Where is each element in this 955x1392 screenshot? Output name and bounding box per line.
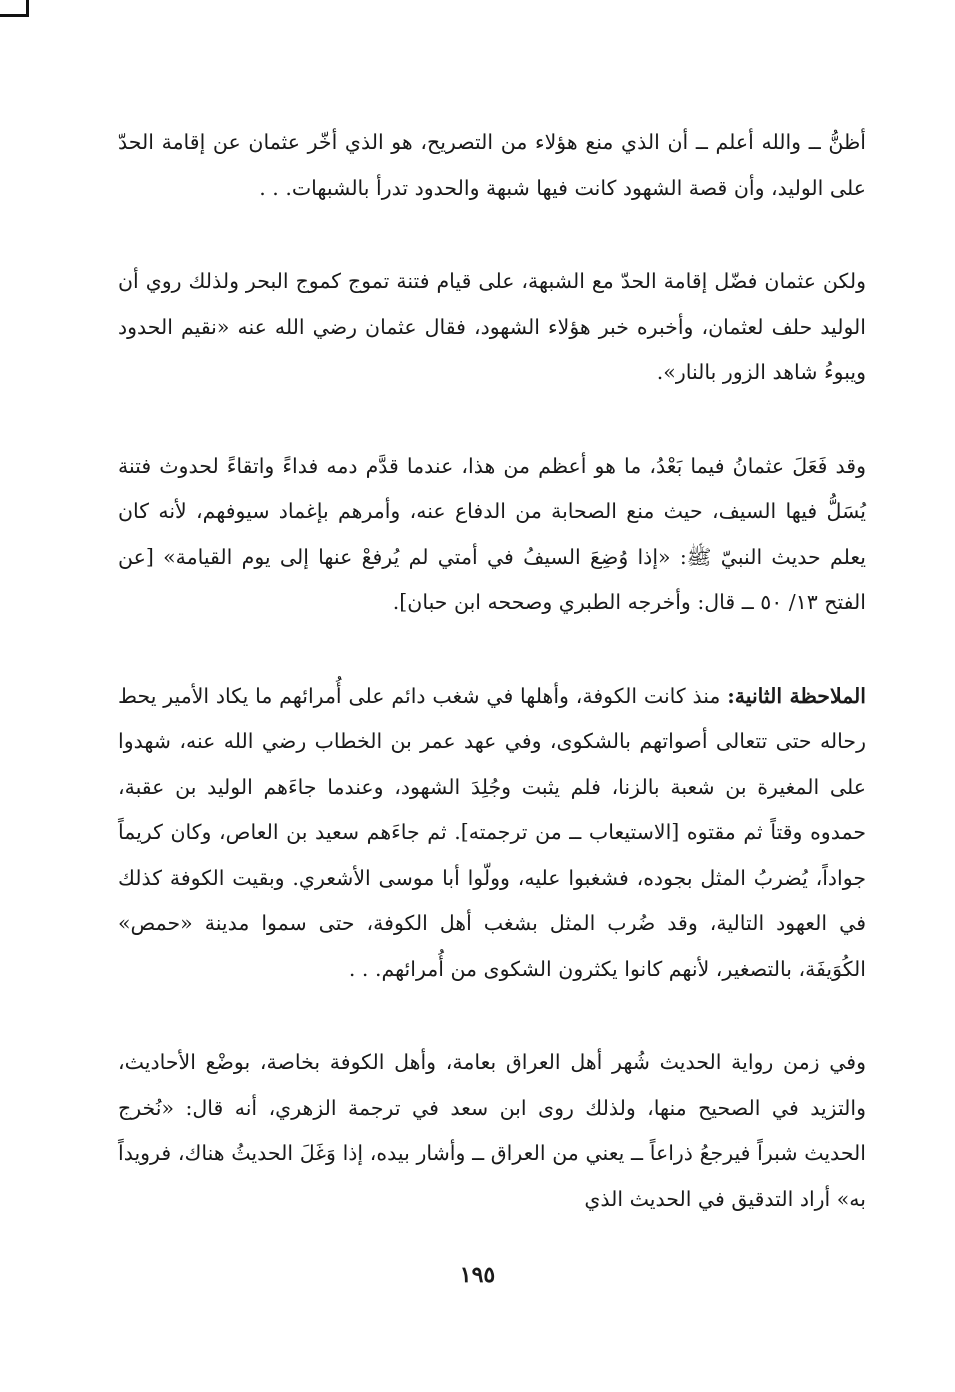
paragraph-2 [118,259,866,396]
paragraph-1-text: أظنُّ ــ والله أعلم ــ أن الذي منع هؤلاء من التصريح، هو الذي أخّر عثمان عن إقامة الحدّ على الوليد، وأن قصة الشهود كانت فيها شبهة والحدود تدرأ بالشبهات. . . [118,130,866,200]
page-number: ١٩٥ [459,1262,496,1288]
paragraph-2-text: ولكن عثمان فضّل إقامة الحدّ مع الشبهة، على قيام فتنة تموج كموج البحر ولذلك روي أن الوليد حلف لعثمان، وأخبره خبر هؤلاء الشهود، فقال عثمان رضي الله عنه «نقيم الحدود ويبوءُ شاهد الزور بالنار». [118,269,866,384]
page-body [118,120,866,1270]
paragraph-5 [118,1040,866,1222]
paragraph-3 [118,444,866,626]
paragraph-1 [118,120,866,211]
paragraph-3-text: وقد فَعَلَ عثمانُ فيما بَعْدُ، ما هو أعظم من هذا، عندما قدَّم دمه فداءً واتقاءً لحدوث فتنة يُسَلُّ فيها السيف، حيث منع الصحابة من الدفاع عنه، وأمرهم بإغماد سيوفهم، لأنه كان يعلم حديث النبيّ ﷺ: «إذا وُضِعَ السيفُ في أمتي لم يُرفعْ عنها إلى يوم القيامة» [عن الفتح ١٣/ ٥٠ ــ قال: وأخرجه الطبري وصححه ابن حبان]. [118,453,866,614]
paragraph-5-text: وفي زمن رواية الحديث شُهر أهل العراق بعامة، وأهل الكوفة بخاصة، بوضْع الأحاديث، والتزيد في الصحيح منها، ولذلك روى ابن سعد في ترجمة الزهري، أنه قال: «نُخرج الحديث شبراً فيرجعُ ذراعاً ــ يعني من العراق ــ وأشار بيده، إذا وَغَلَ الحديثُ هناك، فرويداً به» أراد التدقيق في الحديث الذي [118,1050,866,1211]
paragraph-4-text: منذ كانت الكوفة، وأهلها في شغب دائم على أُمرائهم ما يكاد الأمير يحط رحاله حتى تتعالى أصواتهم بالشكوى، وفي عهد عمر بن الخطاب رضي الله عنه، شهدوا على المغيرة بن شعبة بالزنا، فلم يثبت وجُلِدَ الشهود، وعندما جاءَهم الوليد بن عقبة، حمدوه وقتاً ثم مقتوه [الاستيعاب ــ من ترجمته]. ثم جاءَهم سعيد بن العاص، وكان كريماً جواداً، يُضربُ المثل بجوده، فشغبوا عليه، وولّوا أبا موسى الأشعري. وبقيت الكوفة كذلك في العهود التالية، وقد ضُرب المثل بشغب أهل الكوفة، حتى سموا مدينة «حمص» الكُوَيفَة، بالتصغير، لأنهم كانوا يكثرون الشكوى من أُمرائهم. . . [118,683,867,981]
paragraph-4 [118,674,866,993]
page-corner-mark [0,0,29,17]
paragraph-4-lead: الملاحظة الثانية: [727,683,866,708]
